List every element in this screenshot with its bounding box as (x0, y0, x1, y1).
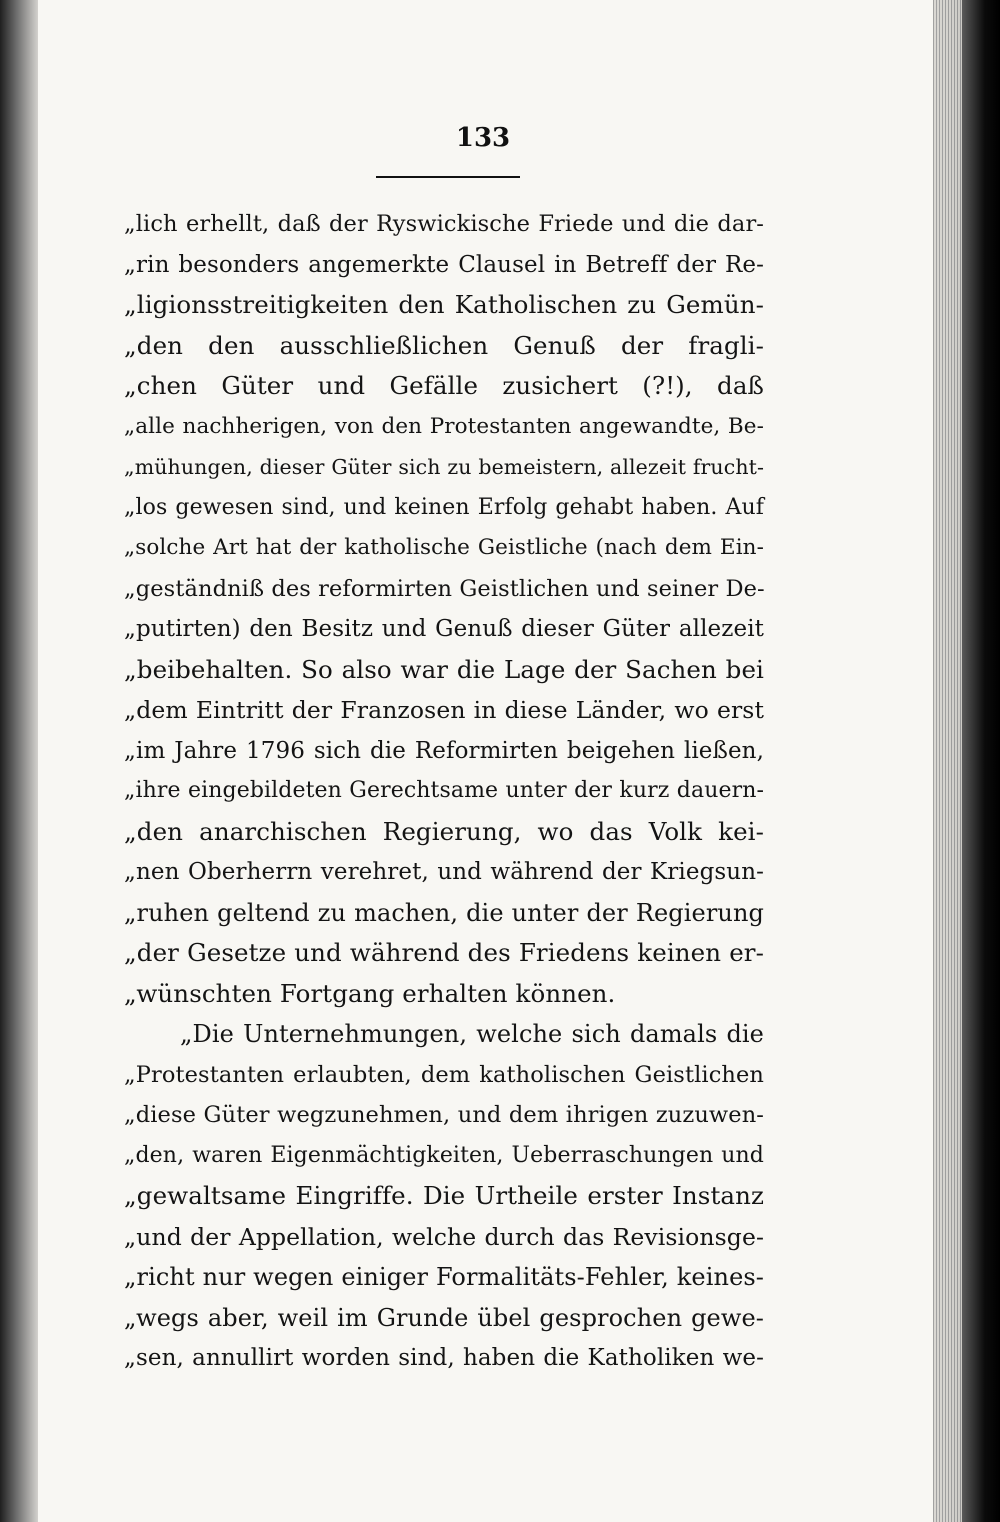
text-line: „den anarchischen Regierung, wo das Volk kei- (124, 816, 764, 846)
text-line: „sen, annullirt worden sind, haben die Katholiken we- (124, 1345, 764, 1371)
page-sheet (38, 0, 933, 1522)
text-line: „solche Art hat der katholische Geistliche (nach dem Ein- (124, 535, 764, 560)
text-line: „ihre eingebildeten Gerechtsame unter der kurz dauern- (124, 778, 764, 803)
body-text (124, 204, 764, 1379)
text-line: „im Jahre 1796 sich die Reformirten beigehen ließen, (124, 737, 764, 764)
text-line: „und der Appellation, welche durch das Revisionsge- (124, 1222, 764, 1251)
text-line: „nen Oberherrn verehret, und während der Kriegsun- (124, 859, 764, 885)
text-line: „chen Güter und Gefälle zusichert (?!), daß (124, 371, 764, 400)
text-line: „rin besonders angemerkte Clausel in Betreff der Re- (124, 251, 764, 278)
text-line: „diese Güter wegzunehmen, und dem ihrigen zuzuwen- (124, 1102, 764, 1128)
text-line: „ruhen geltend zu machen, die unter der Regierung (124, 898, 764, 927)
page-number: 133 (455, 123, 511, 153)
book-cover-edge (962, 0, 1000, 1522)
text-line: „wünschten Fortgang erhalten können. (124, 978, 616, 1008)
text-line: „putirten) den Besitz und Genuß dieser Güter allezeit (124, 616, 764, 642)
text-line: „alle nachherigen, von den Protestanten angewandte, Be- (124, 413, 764, 439)
text-line: „mühungen, dieser Güter sich zu bemeistern, allezeit frucht- (124, 455, 764, 479)
text-line: „ligionsstreitigkeiten den Katholischen zu Gemün- (124, 290, 764, 319)
text-line: „den, waren Eigenmächtigkeiten, Ueberraschungen und (124, 1142, 764, 1168)
text-line: „wegs aber, weil im Grunde übel gesprochen gewe- (124, 1303, 764, 1332)
text-line: „der Gesetze und während des Friedens keinen er- (124, 938, 764, 967)
text-line: „lich erhellt, daß der Ryswickische Friede und die dar- (124, 211, 764, 237)
text-line: „beibehalten. So also war die Lage der Sachen bei (124, 654, 764, 684)
text-line: „den den ausschließlichen Genuß der fragli- (124, 330, 764, 360)
text-line: „gewaltsame Eingriffe. Die Urtheile erster Instanz (124, 1181, 764, 1210)
book-gutter-shadow (0, 0, 42, 1522)
text-line: „richt nur wegen einiger Formalitäts-Fehler, keines- (124, 1263, 764, 1291)
text-line: „los gewesen sind, und keinen Erfolg gehabt haben. Auf (124, 494, 764, 520)
text-line: „Die Unternehmungen, welche sich damals die (180, 1020, 764, 1048)
text-line: „Protestanten erlaubten, dem katholischen Geistlichen (124, 1061, 764, 1088)
text-line: „geständniß des reformirten Geistlichen und seiner De- (124, 575, 765, 602)
text-line: „dem Eintritt der Franzosen in diese Länder, wo erst (124, 696, 764, 724)
header-rule (376, 176, 520, 178)
